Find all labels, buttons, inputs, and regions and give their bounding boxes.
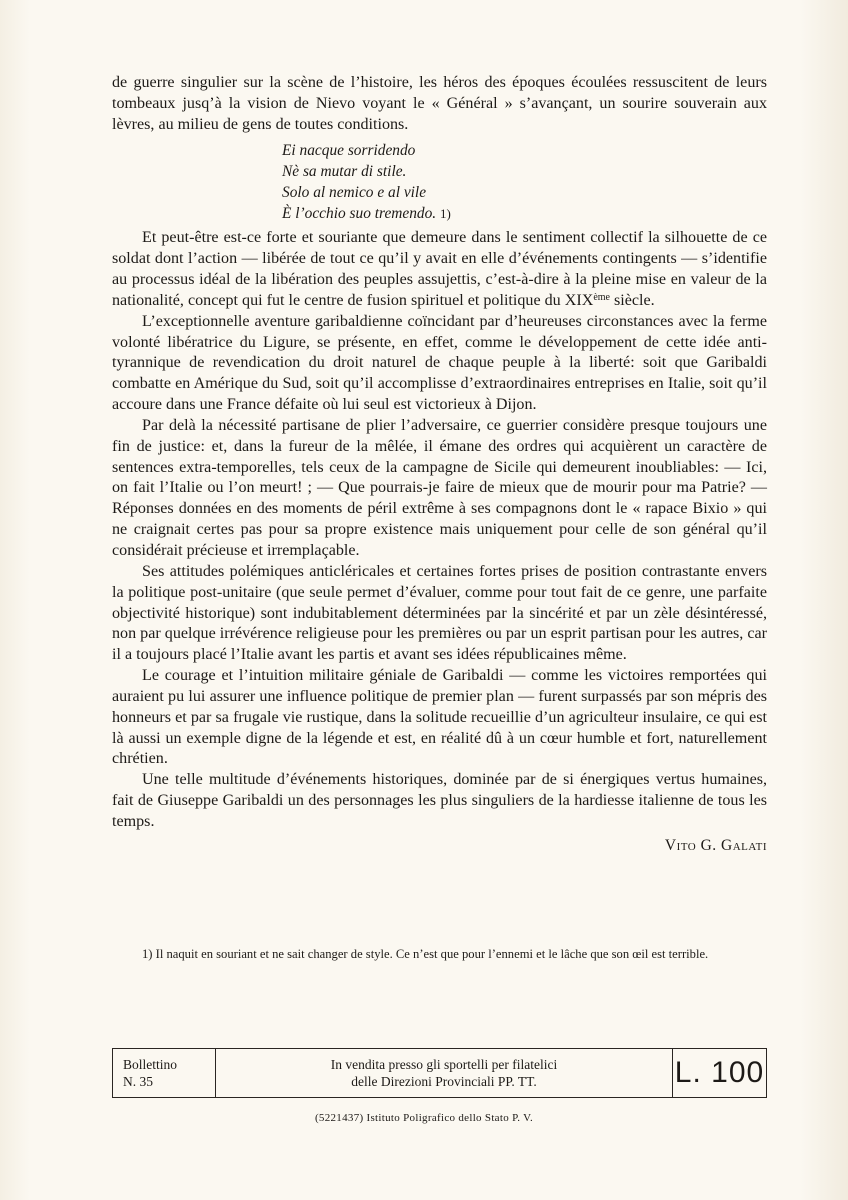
- paragraph-2-end: siècle.: [610, 291, 655, 309]
- paragraph-4: Par delà la nécessité partisane de plier l’adversaire, ce guerrier considère presque toujours une fin de justice: et, dans la fureur de la mêlée, il émane des ordres qui acquièrent un caractère de sentences extra-temporelles, tels ceux de la campagne de Sicile qui demeurent inoubliables: — Ici, on fait l’Italie ou l’on meurt! ; — Que pourrais-je faire de mieux que de mourir pour ma Patrie? — Réponses données en des moments de péril extrême à ses compagnons dont le « rapace Bixio » qui ne craignait certes pas pour sa propre existence mais uniquement pour celle de son général qu’il considérait précieuse et irremplaçable.: [112, 416, 767, 559]
- footer-box: [112, 1048, 767, 1098]
- verse-line-3: Solo al nemico e al vile: [282, 183, 427, 201]
- verse-line-1: Ei nacque sorridendo: [282, 141, 416, 159]
- verse-line-2: Nè sa mutar di stile.: [282, 162, 407, 180]
- paragraph-2-text: Et peut-être est-ce forte et souriante que demeure dans le sentiment collectif la silhouette de ce soldat dont l’action — libérée de tout ce qu’il y avait en elle d’événements contingents — s’identifie au processus idéal de la libération des peuples assujettis, c’est-à-dire à la pleine mise en valeur de la nationalité, concept qui fut le centre de fusion spirituel et politique du XIX: [112, 229, 767, 309]
- verse-line-4-text: È l’occhio suo tremendo.: [282, 205, 437, 223]
- bulletin-info: [113, 1049, 216, 1097]
- footnote: 1) Il naquit en souriant et ne sait changer de style. Ce n’est que pour l’ennemi et le lâche que son œil est terrible.: [142, 947, 709, 961]
- century-superscript: ème: [593, 291, 610, 303]
- footnote-reference: 1): [440, 206, 451, 222]
- printer-imprint: (5221437) Istituto Poligrafico dello Stato P. V.: [314, 1112, 534, 1124]
- sale-line-1: In vendita presso gli sportelli per filatelici: [330, 1057, 558, 1072]
- verse-line-4: [282, 203, 767, 224]
- sale-line-2: delle Direzioni Provinciali PP. TT.: [351, 1074, 537, 1089]
- paragraph-7: Une telle multitude d’événements historiques, dominée par de si énergiques vertus humaines, fait de Giuseppe Garibaldi un des personnages les plus singuliers de la hardiesse italienne de tous les temps.: [112, 771, 767, 830]
- paragraph-6: Le courage et l’intuition militaire géniale de Garibaldi — comme les victoires remportées qui auraient pu lui assurer une influence politique de premier plan — furent surpassés par son mépris des honneurs et par sa frugale vie rustique, dans la solitude recueillie d’un agriculteur insulaire, ce qui est là aussi un exemple digne de la légende et est, en réalité dû à un cœur humble et fort, naturellement chrétien.: [112, 667, 767, 768]
- paragraph-1: de guerre singulier sur la scène de l’histoire, les héros des époques écoulées ressuscitent de leurs tombeaux jusq’à la vision de Nievo voyant le « Général » s’avançant, un sourire souverain aux lèvres, au milieu de gens de toutes conditions.: [112, 74, 767, 133]
- paragraph-2: [112, 228, 767, 311]
- article-body: [112, 73, 767, 857]
- verse-quote: [282, 140, 767, 225]
- paragraph-3: L’exceptionnelle aventure garibaldienne coïncidant par d’heureuses circonstances avec la ferme volonté libératrice du Ligure, se présente, en effet, comme le développement de cette idée anti-tyrannique de revendication du droit naturel de chaque peuple à la liberté: soit que Garibaldi combatte en Amérique du Sud, soit qu’il accomplisse d’extraordinaires entreprises en Italie, soit qu’il accoure dans une France défaite où lui seul est victorieux à Dijon.: [112, 312, 767, 414]
- bulletin-label: Bollettino: [123, 1057, 177, 1072]
- paragraph-5: Ses attitudes polémiques anticléricales et certaines fortes prises de position contrastante envers la politique post-unitaire (que seule permet d’évaluer, comme pour tout fait de ce genre, une parfaite objectivité historique) sont indubitablement déterminées par la sincérité et par un zèle désintéressé, non par quelque irrévérence religieuse pour les premières ou par un esprit partisan pour les autres, car il a toujours placé l’Italie avant les partis et avant ses idées républicaines même.: [112, 562, 767, 664]
- price: L. 100: [674, 1056, 765, 1089]
- sale-info: [216, 1049, 673, 1097]
- bulletin-number: N. 35: [123, 1074, 153, 1089]
- author-signature: Vito G. Galati: [664, 836, 767, 854]
